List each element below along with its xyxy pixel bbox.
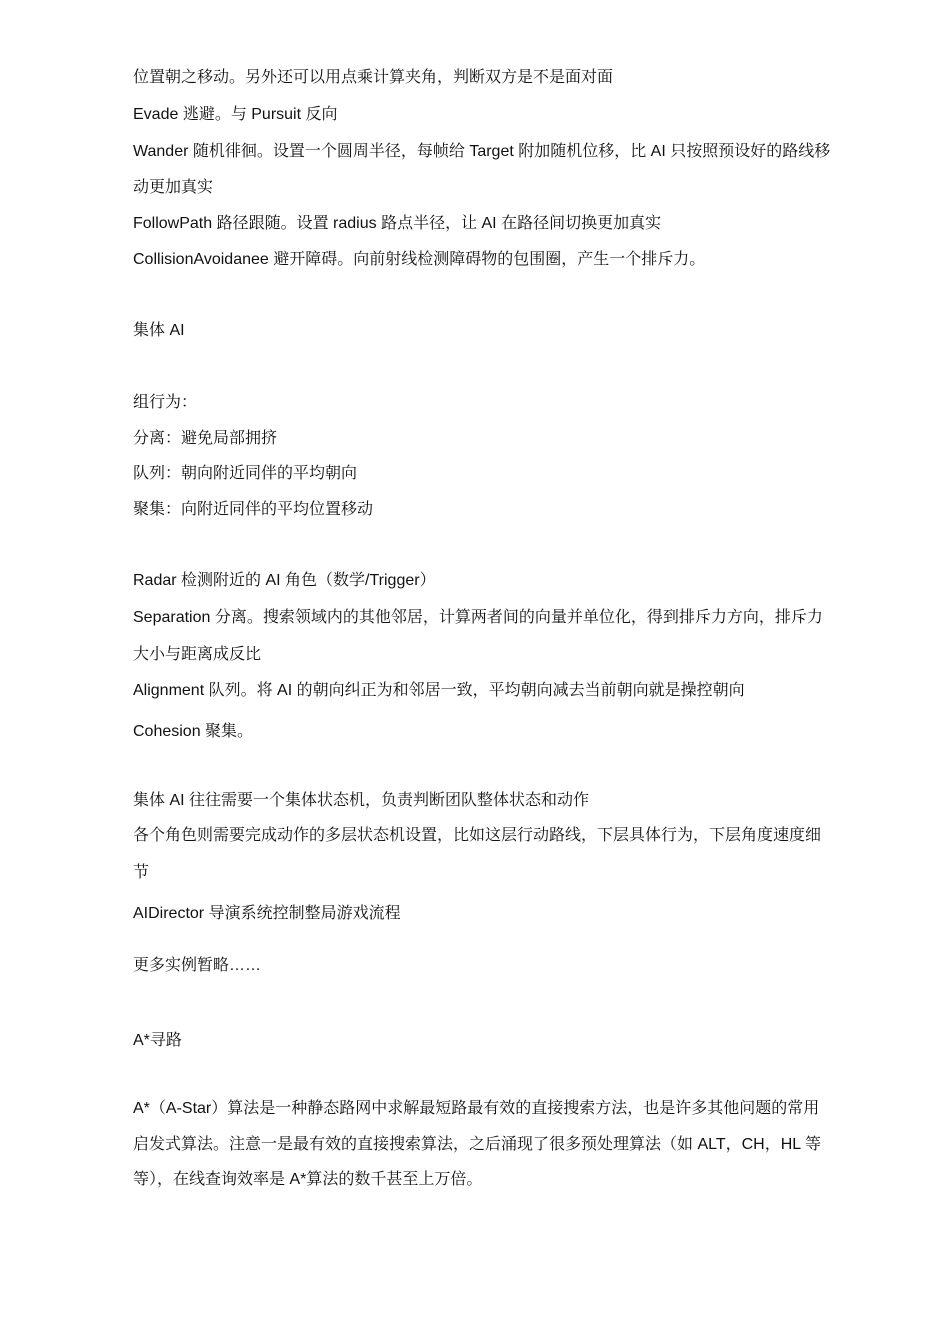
text-line: 队列：朝向附近同伴的平均朝向 [133,465,358,482]
text-line: Evade 逃避。与 Pursuit 反向 [133,106,338,123]
text-line: 节 [133,864,150,881]
section-heading: A*寻路 [133,1032,182,1049]
text-line: A*（A-Star）算法是一种静态路网中求解最短路最有效的直接搜索方法，也是许多其他问题的常用 [133,1100,820,1117]
text-line: Wander 随机徘徊。设置一个圆周半径，每帧给 Target 附加随机位移，比 AI 只按照预设好的路线移 [133,143,831,160]
text-line: CollisionAvoidanee 避开障碍。向前射线检测障碍物的包围圈，产生一个排斥力。 [133,251,706,268]
text-line: Cohesion 聚集。 [133,723,254,740]
text-line: 各个角色则需要完成动作的多层状态机设置，比如这层行动路线，下层具体行为，下层角度速度细 [133,827,822,844]
text-line: 启发式算法。注意一是最有效的直接搜索算法，之后涌现了很多预处理算法（如 ALT，CH，HL 等 [133,1136,822,1153]
text-line: 分离：避免局部拥挤 [133,430,278,447]
text-line: 集体 AI 往往需要一个集体状态机，负责判断团队整体状态和动作 [133,792,590,809]
text-line: Separation 分离。搜索领域内的其他邻居，计算两者间的向量并单位化，得到排斥力方向，排斥力 [133,609,823,626]
text-line: Radar 检测附近的 AI 角色（数学/Trigger） [133,572,436,589]
text-line: 更多实例暂略…… [133,957,262,974]
text-line: 大小与距离成反比 [133,646,262,663]
text-line: 组行为： [133,394,198,411]
text-line: FollowPath 路径跟随。设置 radius 路点半径，让 AI 在路径间切换更加真实 [133,215,662,232]
text-line: 动更加真实 [133,179,214,196]
text-line: AIDirector 导演系统控制整局游戏流程 [133,905,401,922]
section-heading: 集体 AI [133,322,185,339]
text-line: 位置朝之移动。另外还可以用点乘计算夹角，判断双方是不是面对面 [133,69,614,86]
text-line: 聚集：向附近同伴的平均位置移动 [133,501,374,518]
text-line: Alignment 队列。将 AI 的朝向纠正为和邻居一致，平均朝向减去当前朝向就是操控朝向 [133,682,745,699]
text-line: 等），在线查询效率是 A*算法的数千甚至上万倍。 [133,1171,483,1188]
